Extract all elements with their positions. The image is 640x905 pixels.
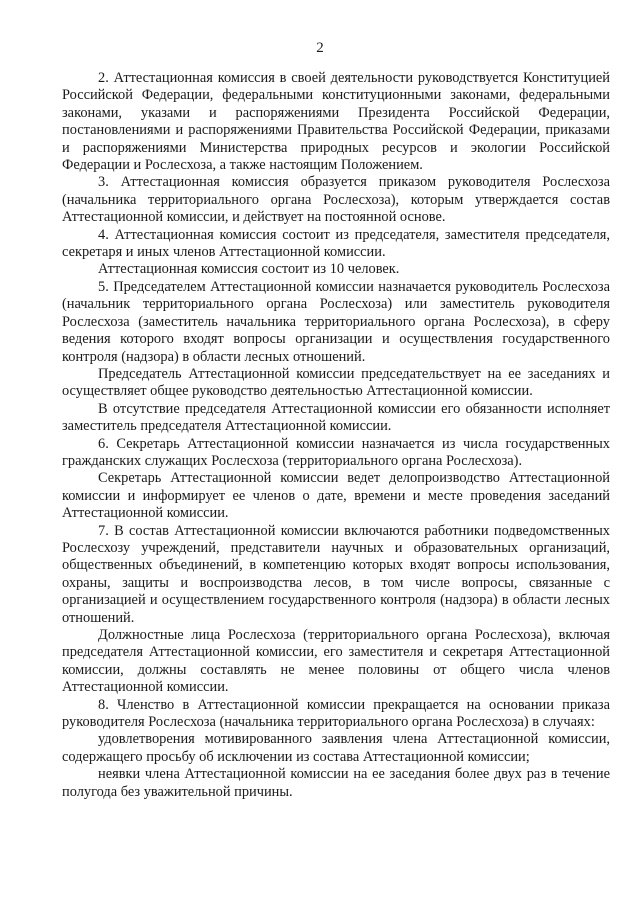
paragraph-8: 8. Членство в Аттестационной комиссии прекращается на основании приказа руководителя Рослесхоза (начальника территориального органа Рослесхоза) в случаях: [62, 696, 610, 731]
paragraph-4-count: Аттестационная комиссия состоит из 10 человек. [98, 261, 400, 278]
paragraph-5-deputy: В отсутствие председателя Аттестационной комиссии его обязанности исполняет заместитель председателя Аттестационной комиссии. [62, 400, 610, 435]
paragraph-7-officials: Должностные лица Рослесхоза (территориального органа Рослесхоза), включая председателя Аттестационной комиссии, его заместителя и секретаря Аттестационной комиссии, должны составлять не менее половины от общего числа членов Аттестационной комиссии. [62, 627, 610, 696]
paragraph-5: 5. Председателем Аттестационной комиссии назначается руководитель Рослесхоза (начальник территориального органа Рослесхоза) или заместитель руководителя Рослесхоза (заместитель начальника территориального органа Рослесхоза), в сферу ведения которого входят вопросы организации и осуществления государственного контроля (надзора) в области лесных отношений. [62, 278, 610, 365]
paragraph-2: 2. Аттестационная комиссия в своей деятельности руководствуется Конституцией Российской Федерации, федеральными конституционными законами, федеральными законами, указами и распоряжениями Президента Российской Федерации, постановлениями и распоряжениями Правительства Российской Федерации, приказами и распоряжениями Министерства природных ресурсов и экологии Российской Федерации и Рослесхоза, а также настоящим Положением. [62, 70, 610, 174]
paragraph-8-case-1: удовлетворения мотивированного заявления члена Аттестационной комиссии, содержащего просьбу об исключении из состава Аттестационной комиссии; [62, 731, 610, 765]
paragraph-6: 6. Секретарь Аттестационной комиссии назначается из числа государственных гражданских служащих Рослесхоза (территориального органа Рослесхоза). [62, 435, 610, 469]
paragraph-4: 4. Аттестационная комиссия состоит из председателя, заместителя председателя, секретаря и иных членов Аттестационной комиссии. [62, 226, 610, 261]
paragraph-7: 7. В состав Аттестационной комиссии включаются работники подведомственных Рослесхозу учреждений, представители научных и образовательных организаций, общественных объединений, в компетенцию которых входят вопросы использования, охраны, защиты и воспроизводства лесов, в том числе вопросы, связанные с организацией и осуществлением государственного контроля (надзора) в области лесных отношений. [62, 522, 610, 626]
paragraph-3: 3. Аттестационная комиссия образуется приказом руководителя Рослесхоза (начальника территориального органа Рослесхоза), которым утверждается состав Аттестационной комиссии, и действует на постоянной основе. [62, 174, 610, 226]
paragraph-8-case-2: неявки члена Аттестационной комиссии на ее заседания более двух раз в течение полугода без уважительной причины. [62, 766, 610, 800]
page-number: 2 [316, 40, 324, 56]
paragraph-6-secretary-duties: Секретарь Аттестационной комиссии ведет делопроизводство Аттестационной комиссии и информирует ее членов о дате, времени и месте проведения заседаний Аттестационной комиссии. [62, 470, 610, 522]
document-body [62, 70, 610, 801]
paragraph-5-chair-duties: Председатель Аттестационной комиссии председательствует на ее заседаниях и осуществляет общее руководство деятельностью Аттестационной комиссии. [62, 365, 610, 400]
